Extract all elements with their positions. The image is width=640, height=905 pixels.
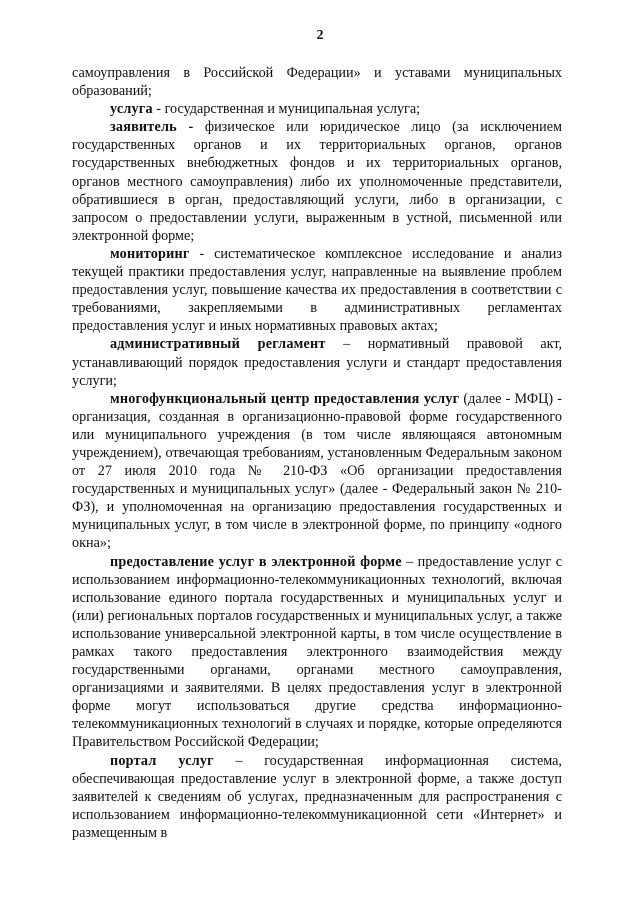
- term-monitoring: мониторинг: [110, 245, 190, 262]
- definition-text: - систематическое комплексное исследование и анализ текущей практики предоставления услуг, направленные на выявление проблем предоставления услуг, повышение качества их предоставления в соответствии с требованиями, закрепляемыми в административных регламентах предоставления услуг и иных нормативных правовых актах;: [72, 245, 562, 335]
- definition-monitoring: [72, 245, 562, 335]
- term-electronic-services: предоставление услуг в электронной форме: [110, 553, 402, 570]
- definition-text: – нормативный правовой акт, устанавливающий порядок предоставления услуги и стандарт предоставления услуги;: [72, 336, 562, 389]
- definition-services-portal: [72, 752, 562, 842]
- paragraph-text: самоуправления в Российской Федерации» и уставами муниципальных образований;: [72, 65, 562, 100]
- definition-mfc: [72, 390, 562, 553]
- definition-admin-reglament: [72, 335, 562, 389]
- definition-zayavitel: [72, 118, 562, 245]
- definition-text: (далее - МФЦ) - организация, созданная в организационно-правовой форме государственного или муниципального учреждения (в том числе являющаяся автономным учреждением), отвечающая требованиям, установленным Федеральным законом от 27 июля 2010 года № 210-ФЗ «Об организации предоставления государственных и муниципальных услуг» (далее - Федеральный закон № 210-ФЗ), и уполномоченная на организацию предоставления государственных и муниципальных услуг, в том числе в электронной форме, по принципу «одного окна»;: [72, 390, 562, 552]
- paragraph-continuation: [72, 64, 562, 100]
- definition-text: – государственная информационная система, обеспечивающая предоставление услуг в электронной форме, а также доступ заявителей к сведениям об услугах, предназначенным для распространения с использованием информационно-телекоммуникационной сети «Интернет» и размещенным в: [72, 752, 562, 841]
- definition-electronic-services: [72, 553, 562, 752]
- term-mfc: многофункциональный центр предоставления услуг: [110, 390, 460, 407]
- document-body: [72, 64, 562, 842]
- page-number: 2: [316, 28, 324, 43]
- term-admin-reglament: административный регламент: [110, 336, 326, 353]
- definition-text: физическое или юридическое лицо (за исключением государственных органов и их территориальных органов, органов государственных внебюджетных фондов и их территориальных органов, органов местного самоуправления) либо их уполномоченные представители, обратившиеся в орган, предоставляющий услуги, либо в организации, с запросом о предоставлении услуги, выраженным в устной, письменной или электронной форме;: [72, 119, 563, 244]
- term-zayavitel: заявитель -: [110, 119, 194, 136]
- term-usluga: услуга: [110, 101, 153, 118]
- definition-text: - государственная и муниципальная услуга;: [152, 101, 421, 118]
- term-services-portal: портал услуг: [110, 752, 214, 769]
- definition-usluga: [72, 100, 562, 118]
- definition-text: – предоставление услуг с использованием информационно-телекоммуникационных технологий, включая использование единого портала государственных и муниципальных услуг и (или) региональных порталов государственных и муниципальных услуг, а также использование универсальной электронной карты, в том числе осуществление в рамках такого предоставления электронного взаимодействия между государственными органами, органами местного самоуправления, организациями и заявителями. В целях предоставления услуг в электронной форме могут использоваться другие средства информационно-телекоммуникационных технологий в случаях и порядке, которые определяются Правительством Российской Федерации;: [72, 553, 562, 751]
